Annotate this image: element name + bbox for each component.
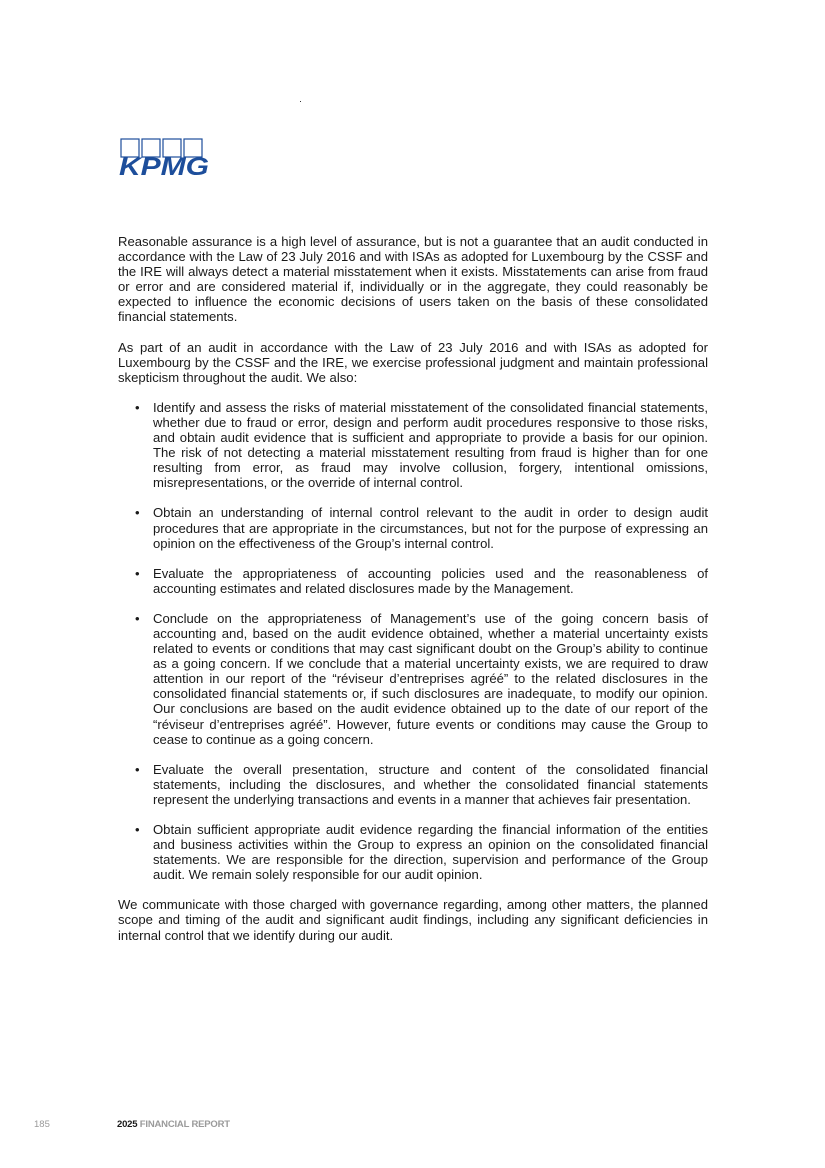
list-item: • Obtain an understanding of internal control relevant to the audit in order to design audit procedures that are appropriate in the circumstances, but not for the purpose of expressing an opinion on the effectiveness of the Group’s internal control. — [135, 505, 708, 551]
bullet-icon: • — [135, 399, 140, 415]
kpmg-logo — [118, 138, 212, 178]
list-item: • Evaluate the overall presentation, structure and content of the consolidated financial statements, including the disclosures, and whether the consolidated financial statements represent the underlying transactions and events in a manner that achieves fair presentation. — [135, 761, 708, 807]
paragraph-governance-communication: We communicate with those charged with governance regarding, among other matters, the planned scope and timing of the audit and significant audit findings, including any significant deficiencies in internal control that we identify during our audit. — [118, 897, 708, 943]
report-title — [117, 1119, 230, 1131]
list-item: • Conclude on the appropriateness of Management’s use of the going concern basis of accounting and, based on the audit evidence obtained, whether a material uncertainty exists related to events or conditions that may cast significant doubt on the Group’s ability to continue as a going concern. If we conclude that a material uncertainty exists, we are required to draw attention in our report of the “réviseur d’entreprises agréé” to the related disclosures in the consolidated financial statements or, if such disclosures are inadequate, to modify our opinion. Our conclusions are based on the audit evidence obtained up to the date of our report of the “réviseur d’entreprises agréé”. However, future events or conditions may cause the Group to cease to continue as a going concern. — [135, 610, 708, 747]
report-body — [118, 234, 708, 958]
bullet-icon: • — [135, 505, 140, 521]
svg-text:KPMG: KPMG — [119, 153, 209, 178]
list-item: • Obtain sufficient appropriate audit evidence regarding the financial information of the entities and business activities within the Group to express an opinion on the consolidated financial statements. We are responsible for the direction, supervision and performance of the Group audit. We remain solely responsible for our audit opinion. — [135, 822, 708, 883]
list-item: • Evaluate the appropriateness of accounting policies used and the reasonableness of accounting estimates and related disclosures made by the Management. — [135, 565, 708, 596]
report-name: FINANCIAL REPORT — [139, 1119, 230, 1130]
stray-mark — [300, 101, 301, 102]
bullet-icon: • — [135, 610, 140, 626]
bullet-icon: • — [135, 822, 140, 837]
bullet-icon: • — [135, 565, 140, 581]
paragraph-reasonable-assurance: Reasonable assurance is a high level of assurance, but is not a guarantee that an audit conducted in accordance with the Law of 23 July 2016 and with ISAs as adopted for Luxembourg by the CSSF and the IRE will always detect a material misstatement when it exists. Misstatements can arise from fraud or error and are considered material if, individually or in the aggregate, they could reasonably be expected to influence the economic decisions of users taken on the basis of these consolidated financial statements. — [118, 234, 708, 325]
page-number: 185 — [34, 1119, 50, 1130]
list-item: • Identify and assess the risks of material misstatement of the consolidated financial statements, whether due to fraud or error, design and perform audit procedures responsive to those risks, and obtain audit evidence that is sufficient and appropriate to provide a basis for our opinion. The risk of not detecting a material misstatement resulting from fraud is higher than for one resulting from error, as fraud may involve collusion, forgery, intentional omissions, misrepresentations, or the override of internal control. — [135, 399, 708, 491]
bullet-icon: • — [135, 761, 140, 777]
audit-procedures-list — [118, 400, 708, 883]
report-year: 2025 — [117, 1119, 138, 1130]
paragraph-audit-approach: As part of an audit in accordance with the Law of 23 July 2016 and with ISAs as adopted for Luxembourg by the CSSF and the IRE, we exercise professional judgment and maintain professional skepticism throughout the audit. We also: — [118, 339, 708, 385]
